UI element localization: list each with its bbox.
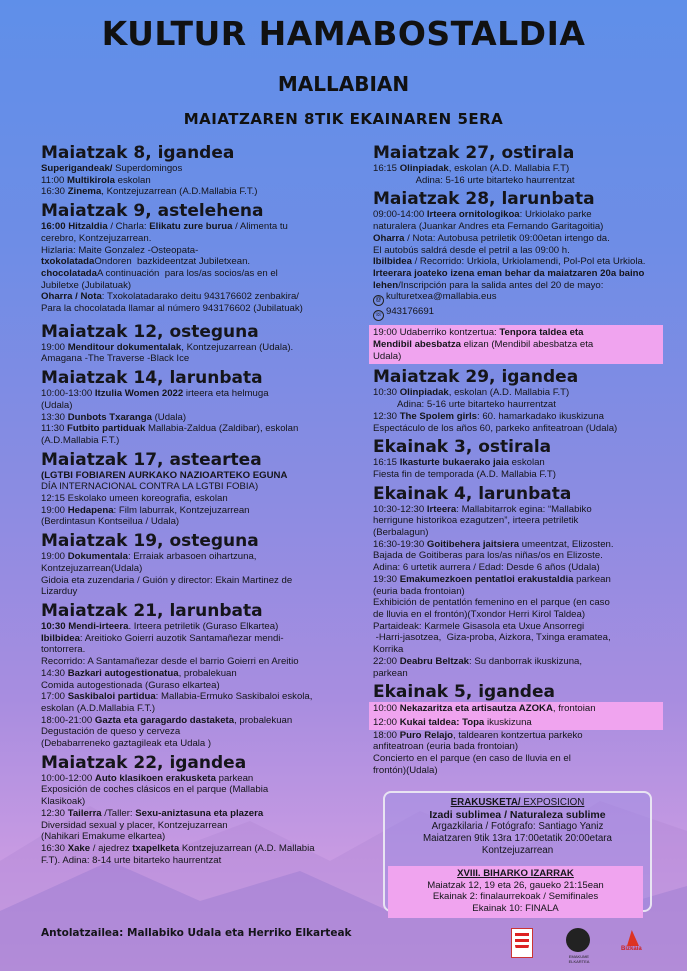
day-heading: Maiatzak 14, larunbata (41, 368, 263, 389)
event-text: (Berbalagun) (373, 527, 429, 539)
event-title: The Spolem girls (399, 410, 477, 422)
day-block (41, 753, 361, 867)
event-text: Comida autogestionada (Guraso elkartea) (41, 679, 220, 691)
event-time: 10:00 (373, 703, 400, 715)
day-block (41, 368, 361, 447)
event-text: Para la chocolatada llamar al número 943176602 (Jubilatuak) (41, 303, 303, 315)
event-text: Ondoren (94, 256, 135, 268)
event-line (41, 668, 361, 680)
event-line (41, 715, 361, 727)
day-block (41, 201, 361, 315)
event-text: (Berdintasun Kontseilua / Udala) (41, 516, 180, 528)
event-text: Diversidad sexual y placer, Kontzejuzarrean (41, 819, 228, 831)
event-text: /Inscripción para la salida antes del 20 de mayo: (398, 279, 604, 291)
event-text: Udala) (373, 350, 402, 362)
event-title: Bazkari autogestionatua (67, 667, 179, 679)
event-title: Emakumezkoen pentatloi erakustaldia (399, 573, 574, 585)
event-title: Oharra (373, 232, 405, 244)
event-line (41, 481, 361, 493)
event-title: Multikirola (66, 174, 115, 186)
event-line (373, 586, 663, 598)
event-line (373, 387, 663, 399)
event-title: Auto klasikoen erakusketa (94, 772, 216, 784)
expo-place: Kontzejuzarrean (481, 845, 554, 856)
event-text: (Udala) (151, 411, 187, 423)
event-text: : Film laburrak, Kontzejuzarrean (113, 504, 250, 516)
event-line (41, 843, 361, 855)
event-text: DÍA INTERNACIONAL CONTRA LA LGTBI FOBIA) (41, 481, 259, 493)
event-time: 09:00-14:00 (373, 209, 427, 221)
event-line (373, 504, 663, 516)
event-text: / Alimenta tu (232, 221, 288, 233)
event-text: (euria bada frontoian) (373, 585, 465, 597)
event-time: 19:00 (41, 551, 68, 563)
event-line (41, 551, 361, 563)
event-text: para los/as socios/as en el (162, 267, 278, 279)
event-text: Partaideak: Karmele Gisasola eta Uxue Ansorregi (373, 620, 585, 632)
event-line (373, 291, 663, 306)
event-line (373, 423, 663, 435)
event-title: Xake (67, 842, 91, 854)
event-text: Degustación de queso y cerveza (41, 726, 181, 738)
event-text: , eskolan (A.D. Mallabia F.T) (448, 387, 570, 399)
event-time: 16:30 (41, 842, 68, 854)
event-title: Puro Relajo (399, 729, 453, 741)
email-icon: @ (373, 295, 384, 306)
event-line (41, 656, 361, 668)
event-line (373, 539, 663, 551)
event-line (41, 163, 361, 175)
poster-date-range: MAIATZAREN 8TIK EKAINAREN 5ERA (183, 110, 504, 128)
event-text: 943176691 (386, 306, 435, 318)
event-time: 17:00 (41, 691, 68, 703)
event-line (41, 400, 361, 412)
event-text: parkean (573, 573, 611, 585)
event-text: F.T). Adina: 8-14 urte bitarteko haurrentzat (41, 854, 222, 866)
event-line (373, 765, 663, 777)
event-line (373, 632, 663, 644)
event-text: Amagana -The Traverse -Black Ice (41, 353, 190, 365)
event-text: : Txokolatadarako deitu 943176602 zenbakira/ (101, 291, 299, 303)
event-text: , probalekuan (234, 714, 293, 726)
event-title: Ikasturte bukaerako jaia (399, 457, 510, 469)
event-time: 18:00-21:00 (41, 714, 95, 726)
event-line (41, 796, 361, 808)
event-text: / Recorrido: Urkiola, Urkiolamendi, Pol-Pol eta Urkiola. (411, 256, 646, 268)
organizer-footer: Antolatzailea: Mallabiko Udala eta Herriko Elkarteak (41, 927, 352, 939)
event-time: 19:00 (41, 504, 68, 516)
event-text: : 60. hamarkadako ikuskizuna (477, 410, 604, 422)
event-title: Superigandeak/ (41, 163, 113, 174)
event-text: / ajedrez (90, 842, 133, 854)
event-title: Kukai taldea: Topa (399, 716, 485, 728)
event-text: parkean (215, 772, 254, 784)
event-text: Kontzejuzarrean(Udala) (41, 562, 143, 574)
event-line (41, 353, 361, 365)
event-text: Exposición de coches clásicos en el parque (Mallabia (41, 784, 269, 796)
event-text: (Nahikari Emakume elkartea) (41, 831, 166, 843)
bizkaia-logo (621, 928, 647, 956)
event-text: (Debabarreneko gaztagileak eta Udala ) (41, 738, 212, 750)
event-text: : Areitioko Goierri auzotik Santamañezar mendi- (79, 632, 284, 644)
event-line (373, 327, 659, 339)
event-line (41, 233, 361, 245)
event-line (41, 516, 361, 528)
event-text: elizan (Mendibil abesbatza eta (460, 339, 594, 351)
event-line (373, 469, 663, 481)
event-text: frontón)(Udala) (373, 764, 438, 776)
event-text: Recorrido: A Santamañezar desde el barrio Goierri en Areitio (41, 656, 299, 668)
event-line (41, 470, 361, 482)
event-text: Adina: 6 urtetik aurrera / Edad: Desde 6 años (Udala) (373, 562, 600, 574)
day-heading: Maiatzak 28, larunbata (373, 189, 595, 210)
event-line (41, 221, 361, 233)
phone-icon: ☏ (373, 310, 384, 321)
event-title: lehen (373, 279, 399, 291)
event-text: Korrika (373, 644, 404, 656)
event-line (373, 562, 663, 574)
event-title: Ibilbidea (41, 632, 80, 644)
day-block (373, 437, 663, 480)
event-line (41, 820, 361, 832)
event-time: 22:00 (373, 655, 400, 667)
izarrak-line-3: Ekainak 10: FINALA (472, 902, 559, 914)
event-text: . Irteera petriletik (Guraso Elkartea) (128, 620, 279, 632)
event-text: /Taller: (101, 807, 136, 819)
event-title: Futbito partiduak (66, 423, 146, 435)
day-heading: Ekainak 4, larunbata (373, 483, 572, 504)
event-line (373, 668, 663, 680)
event-line (373, 515, 663, 527)
event-text: Kontzejuzarrean (A.D. Mallabia (179, 842, 315, 854)
event-line (41, 175, 361, 187)
event-time: 14:30 (41, 667, 68, 679)
event-time: 16:15 (373, 163, 400, 174)
event-title: Tailerra (67, 807, 102, 819)
event-title: 10:30 Mendi-irteera (41, 620, 129, 632)
day-block (41, 531, 361, 598)
event-time: 11:30 (41, 423, 67, 435)
event-line (41, 855, 361, 867)
event-text: anfiteatroan (euria bada frontoian) (373, 741, 519, 753)
event-text: Superdomingos (112, 163, 183, 174)
event-line (373, 753, 663, 765)
event-title: Irteera ornitologikoa (426, 209, 520, 221)
event-line (373, 209, 663, 221)
event-line (41, 245, 361, 257)
event-line (41, 435, 361, 447)
event-text: Hizlaria: Maite Gonzalez -Osteopata- (41, 244, 199, 256)
event-text: Mallabia-Zaldua (Zaldibar), eskolan (145, 423, 299, 435)
event-line (373, 741, 663, 753)
event-text: , frontoian (552, 703, 596, 715)
event-line (373, 621, 663, 633)
event-title: Gazta eta garagardo dastaketa (94, 714, 235, 726)
emakume-logo-text: EMAKUME ELKARTEA (568, 954, 590, 964)
event-text: A continuación (96, 267, 163, 279)
izarrak-title: XVIII. BIHARKO IZARRAK (457, 868, 574, 879)
event-title: Oharra / Nota (41, 291, 102, 303)
event-title: (LGTBI FOBIAREN AURKAKO NAZIOARTEKO EGUNA (41, 469, 288, 481)
event-text: Fiesta fin de temporada (A.D. Mallabia F.T) (373, 468, 556, 480)
day-heading: Maiatzak 12, osteguna (41, 321, 259, 342)
event-text: Exhibición de pentatlón femenino en el parque (en caso (373, 597, 610, 609)
bizkaia-logo-text: Bizkaia (621, 946, 642, 952)
day-heading: Maiatzak 22, igandea (41, 752, 247, 773)
event-text: , Kontzejuzarrean (A.D.Mallabia F.T.) (101, 186, 258, 198)
right-column (373, 140, 663, 776)
event-text: , probalekuan (178, 667, 237, 679)
event-line (41, 784, 361, 796)
event-text: (A.D.Mallabia F.T.) (41, 434, 120, 446)
event-text: Concierto en el parque (en caso de lluvia en el (373, 753, 571, 765)
event-line (41, 726, 361, 738)
event-line (373, 644, 663, 656)
event-text: herrigune historikoa ezagutzen”, irteera petriletik (373, 515, 579, 527)
event-title: Goitibehera jaitsiera (426, 538, 520, 550)
event-line (41, 412, 361, 424)
event-line (41, 831, 361, 843)
event-title: txapelketa (132, 842, 180, 854)
event-line (373, 730, 663, 742)
event-time: 12:30 (373, 410, 400, 422)
event-title: Menditour dokumentalak (67, 341, 182, 353)
event-title: Hedapena (67, 504, 114, 516)
day-block (41, 450, 361, 529)
event-text: , taldearen kontzertua parkeko (453, 729, 583, 741)
event-text: kulturetxea@mallabia.eus (386, 291, 497, 303)
day-heading: Ekainak 3, ostirala (373, 437, 552, 458)
expo-dates: Maiatzaren 9tik 13ra 17:00etatik 20:00etara (423, 833, 612, 844)
expo-title: Izadi sublimea / Naturaleza sublime (429, 809, 606, 821)
event-text: Gidoia eta zuzendaria / Guión y director: Ekain Martinez de (41, 574, 293, 586)
day-block (41, 601, 361, 750)
event-time: 10:00-13:00 (41, 388, 95, 400)
event-line (41, 691, 361, 703)
day-heading: Maiatzak 8, igandea (41, 143, 235, 163)
event-title: Deabru Beltzak (399, 655, 469, 667)
event-line (41, 773, 361, 785)
event-line (41, 575, 361, 587)
event-time: 19:00 (41, 341, 68, 353)
expo-heading: EXPOSICION (520, 797, 585, 808)
day-heading: Maiatzak 19, osteguna (41, 531, 259, 552)
event-line (373, 280, 663, 292)
event-line (373, 268, 663, 280)
event-line (373, 351, 659, 363)
event-text: , eskolan (A.D. Mallabia F.T) (448, 163, 570, 174)
event-text: parkean (373, 667, 408, 679)
event-line (373, 550, 663, 562)
event-title: Mendibil abesbatza (373, 339, 461, 351)
event-line (41, 256, 361, 268)
day-block (373, 143, 663, 186)
event-line (369, 716, 663, 730)
event-line (373, 527, 663, 539)
event-line (369, 702, 663, 716)
event-line (373, 306, 663, 321)
event-text: tontorrera. (41, 644, 86, 656)
day-heading: Maiatzak 21, larunbata (41, 600, 263, 621)
event-line (41, 563, 361, 575)
mallabia-shield-logo (511, 928, 533, 958)
day-heading: Ekainak 5, igandea (373, 682, 555, 703)
event-line (41, 586, 361, 598)
event-line (373, 597, 663, 609)
event-title: Dunbots Txaranga (67, 411, 152, 423)
event-line (41, 291, 361, 303)
izarrak-line-2: Ekainak 2: finalaurrekoak / Semifinales (432, 891, 599, 902)
day-block (369, 325, 663, 364)
event-title: Elikatu zure burua (149, 221, 233, 233)
event-time: 10:00-12:00 (41, 772, 95, 784)
emakume-elkartea-logo (566, 928, 590, 964)
event-title: Olinpiadak (399, 163, 449, 174)
event-text: Adina: 5-16 urte bitarteko haurrentzat (373, 174, 575, 186)
event-title: 16:00 Hitzaldia (41, 221, 108, 233)
event-line (373, 574, 663, 586)
event-title: Irteerara joateko izena eman behar da maiatzaren 20a baino (373, 267, 645, 279)
expo-photographer: Argazkilaria / Fotógrafo: Santiago Yaniz (431, 821, 604, 832)
day-heading: Maiatzak 27, ostirala (373, 143, 575, 163)
day-block (373, 189, 663, 321)
event-line (373, 399, 663, 411)
day-heading: Maiatzak 17, asteartea (41, 449, 262, 470)
event-text: eskolan (114, 174, 151, 186)
event-line (373, 221, 663, 233)
day-heading: Maiatzak 29, igandea (373, 367, 579, 388)
event-title: Saskibaloi partidua (67, 691, 156, 703)
event-text: : Erraiak arbasoen oihartzuna, (127, 551, 257, 563)
event-time: 12:30 (41, 807, 68, 819)
event-time: 10:30 (373, 387, 400, 399)
event-line (41, 505, 361, 517)
event-line (41, 186, 361, 198)
day-block (373, 682, 663, 776)
event-line (373, 175, 663, 187)
event-text: eskolan (509, 457, 545, 469)
event-text: Adina: 5-16 urte bitarteko haurrentzat (373, 399, 556, 411)
event-time: 12:00 (373, 716, 400, 728)
event-text: naturalera (Juankar Andres eta Fernando Garitagoitia) (373, 221, 604, 233)
event-text: / Nota: Autobusa petriletik 09:00etan irtengo da. (404, 232, 610, 244)
event-line (41, 280, 361, 292)
event-time: 16:30-19:30 (373, 538, 427, 550)
event-text: Jubiletxe (Jubilatuak) (41, 279, 132, 291)
event-text: Espectáculo de los años 60, parkeko anfiteatroan (Udala) (373, 422, 618, 434)
event-text: : Mallabitarrok egina: “Mallabiko (456, 503, 592, 515)
event-text: cerebro, Kontzejuzarrean. (41, 232, 152, 244)
event-title: Nekazaritza eta artisautza AZOKA (399, 703, 553, 715)
event-text: : Mallabia-Ermuko Saskibaloi eskola, (155, 691, 313, 703)
event-line (41, 703, 361, 715)
event-text: bazkideentzat Jubiletxean. (134, 256, 251, 268)
event-time: 19:00 Udaberriko kontzertua: (373, 327, 500, 339)
event-title: chocolatada (41, 267, 97, 279)
event-time: 13:30 (41, 411, 68, 423)
event-title: Itzulia Women 2022 (94, 388, 184, 400)
event-line (41, 388, 361, 400)
event-line (41, 808, 361, 820)
event-title: Zinema (67, 186, 102, 198)
event-text: 12:15 Eskolako umeen koreografia, eskolan (41, 493, 228, 505)
event-text: -Harri-jasotzea, Giza-proba, Aizkora, Txinga eramatea, (373, 632, 611, 644)
event-line (373, 233, 663, 245)
event-line (373, 656, 663, 668)
day-heading: Maiatzak 9, astelehena (41, 201, 264, 222)
event-line (41, 493, 361, 505)
event-title: Irteera (426, 503, 457, 515)
event-line (41, 633, 361, 645)
expo-heading-bold: ERAKUSKETA/ (450, 797, 521, 808)
event-title: Tenpora taldea eta (499, 327, 584, 339)
event-line (41, 303, 361, 315)
left-column (41, 140, 361, 866)
event-text: (Udala) (41, 399, 73, 411)
event-text: umeentzat, Elizosten. (519, 538, 614, 550)
poster-title: KULTUR HAMABOSTALDIA (101, 14, 586, 53)
event-text: de lluvia en el frontón)(Txondor Herri Kirol Taldea) (373, 608, 586, 620)
event-line (373, 609, 663, 621)
day-block (41, 143, 361, 198)
event-line (41, 738, 361, 750)
event-line (41, 423, 361, 435)
event-text: irteera eta helmuga (183, 388, 269, 400)
event-time: 16:15 (373, 457, 400, 469)
day-block (373, 484, 663, 680)
day-block (41, 322, 361, 365)
event-time: 19:30 (373, 573, 400, 585)
izarrak-line-1: Maiatzak 12, 19 eta 26, gaueko 21:15ean (427, 879, 604, 891)
event-title: Ibilbidea (373, 256, 412, 268)
event-line (373, 245, 663, 257)
event-line (41, 621, 361, 633)
event-line (373, 256, 663, 268)
event-time: 16:30 (41, 186, 68, 198)
event-text: eskolan (A.D.Mallabia F.T.) (41, 702, 156, 714)
event-line (41, 268, 361, 280)
event-text: / Charla: (107, 221, 150, 233)
event-text: Lizarduy (41, 586, 78, 598)
event-text: ikuskizuna (484, 716, 532, 728)
event-text: El autobús saldrá desde el petril a las 09:00 h. (373, 244, 570, 256)
event-text: : Su danborrak ikuskizuna, (469, 655, 583, 667)
event-line (373, 163, 663, 175)
event-text: Klasikoak) (41, 796, 86, 808)
event-text: : Urkiolako parke (519, 209, 592, 221)
event-line (373, 457, 663, 469)
event-line (41, 644, 361, 656)
event-time: 11:00 (41, 174, 67, 186)
event-title: txokolatada (41, 256, 95, 268)
event-line (41, 342, 361, 354)
event-line (41, 680, 361, 692)
event-line (373, 339, 659, 351)
event-text: , Kontzejuzarrean (Udala). (181, 341, 294, 353)
poster-subtitle: MALLABIAN (277, 72, 410, 96)
event-line (373, 411, 663, 423)
event-text: Bajada de Goitiberas para los/as niñas/os en Elizoste. (373, 550, 603, 562)
event-title: Dokumentala (67, 551, 128, 563)
event-time: 10:30-12:30 (373, 503, 427, 515)
event-time: 18:00 (373, 729, 400, 741)
biharko-izarrak-box (388, 866, 643, 918)
day-block (373, 367, 663, 434)
event-title: Sexu-aniztasuna eta plazera (135, 807, 264, 819)
event-title: Olinpiadak (399, 387, 449, 399)
